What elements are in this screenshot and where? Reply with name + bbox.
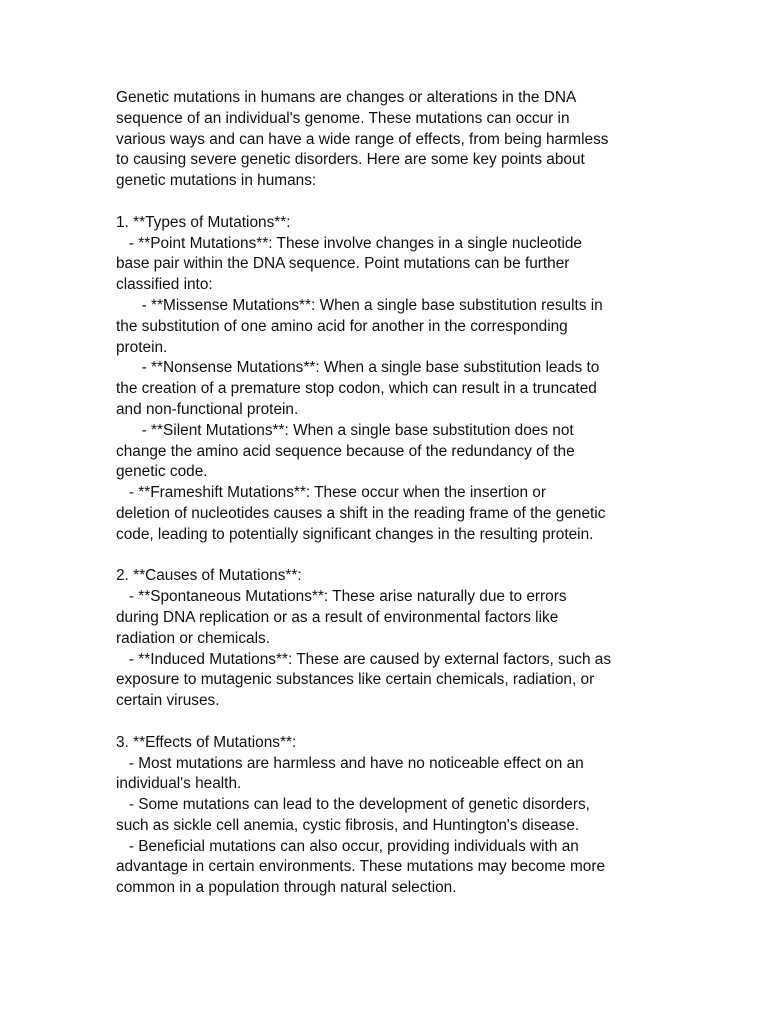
- text-line: classified into:: [116, 276, 213, 294]
- text-line: common in a population through natural selection.: [116, 879, 457, 897]
- section-heading: 1. **Types of Mutations**:: [116, 213, 291, 231]
- section-heading: 2. **Causes of Mutations**:: [116, 567, 302, 585]
- section-heading: 3. **Effects of Mutations**:: [116, 733, 297, 751]
- text-line: and non-functional protein.: [116, 400, 299, 418]
- text-line: - Some mutations can lead to the development of genetic disorders,: [116, 796, 590, 814]
- text-line: various ways and can have a wide range of effects, from being harmless: [116, 130, 609, 148]
- text-line: exposure to mutagenic substances like certain chemicals, radiation, or: [116, 671, 595, 689]
- text-line: Genetic mutations in humans are changes or alterations in the DNA: [116, 89, 577, 106]
- text-line: the substitution of one amino acid for another in the corresponding: [116, 317, 568, 335]
- text-line: genetic code.: [116, 463, 208, 481]
- paragraph-spacer: [116, 546, 676, 567]
- text-line: - Beneficial mutations can also occur, providing individuals with an: [116, 837, 579, 855]
- text-line: - **Silent Mutations**: When a single base substitution does not: [116, 421, 574, 439]
- text-line: to causing severe genetic disorders. Here are some key points about: [116, 151, 585, 169]
- text-line: during DNA replication or as a result of environmental factors like: [116, 608, 559, 626]
- text-line: - **Point Mutations**: These involve changes in a single nucleotide: [116, 234, 582, 252]
- text-line: - **Frameshift Mutations**: These occur when the insertion or: [116, 484, 546, 502]
- text-line: base pair within the DNA sequence. Point mutations can be further: [116, 255, 570, 273]
- text-line: genetic mutations in humans:: [116, 172, 317, 190]
- section-causes-of-mutations: [116, 566, 676, 712]
- text-line: such as sickle cell anemia, cystic fibrosis, and Huntington's disease.: [116, 816, 580, 834]
- intro-paragraph: [116, 88, 676, 192]
- text-line: protein.: [116, 338, 168, 356]
- text-line: - **Spontaneous Mutations**: These arise naturally due to errors: [116, 588, 567, 606]
- section-types-of-mutations: [116, 213, 676, 546]
- section-effects-of-mutations: [116, 733, 676, 899]
- text-line: individual's health.: [116, 775, 242, 793]
- paragraph-spacer: [116, 192, 676, 213]
- text-line: - Most mutations are harmless and have no noticeable effect on an: [116, 754, 584, 772]
- text-line: change the amino acid sequence because of the redundancy of the: [116, 442, 575, 460]
- text-line: sequence of an individual's genome. These mutations can occur in: [116, 109, 570, 127]
- document-body: [116, 88, 676, 899]
- text-line: - **Missense Mutations**: When a single base substitution results in: [116, 296, 603, 314]
- text-line: code, leading to potentially significant changes in the resulting protein.: [116, 525, 594, 543]
- text-line: certain viruses.: [116, 692, 220, 710]
- text-line: - **Induced Mutations**: These are caused by external factors, such as: [116, 650, 612, 668]
- text-line: the creation of a premature stop codon, which can result in a truncated: [116, 380, 597, 398]
- text-line: advantage in certain environments. These mutations may become more: [116, 858, 606, 876]
- text-line: radiation or chemicals.: [116, 629, 270, 647]
- text-line: deletion of nucleotides causes a shift in the reading frame of the genetic: [116, 504, 606, 522]
- paragraph-spacer: [116, 712, 676, 733]
- text-line: - **Nonsense Mutations**: When a single base substitution leads to: [116, 359, 600, 377]
